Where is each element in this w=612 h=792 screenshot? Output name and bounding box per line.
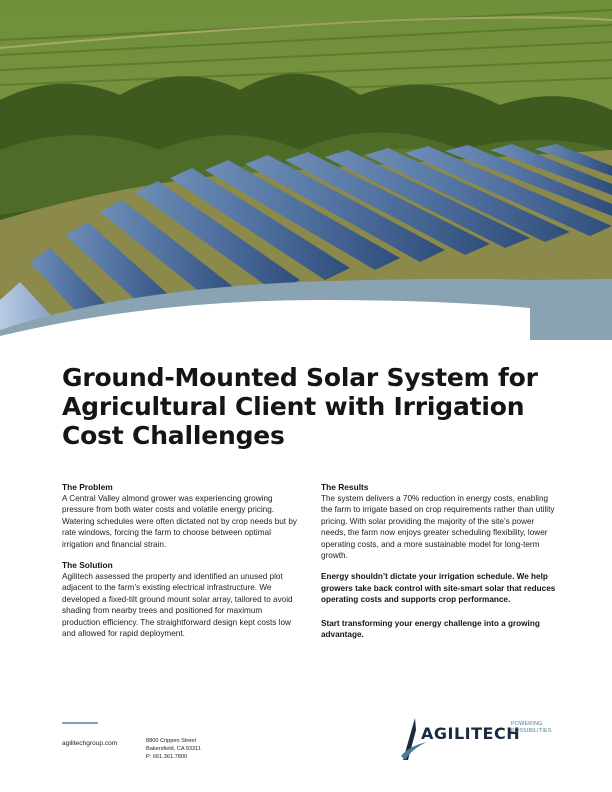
results-heading: The Results xyxy=(321,482,369,492)
hero-illustration xyxy=(0,0,612,340)
footer-rule xyxy=(62,722,98,724)
hero-photo-solar-field xyxy=(0,0,612,340)
solution-body: Agilitech assessed the property and identified an unused plot adjacent to the farm’s existing electrical infrastructure. We developed a fixed-tilt ground mount solar array, tailored to avoid shading from nearby trees and positioned for maximum production efficiency. The straightforward design kept costs low and allowed for rapid deployment. xyxy=(62,572,293,639)
footer-address xyxy=(146,737,201,761)
agilitech-logo xyxy=(399,716,559,762)
address-street: 8800 Crippen Street xyxy=(146,738,197,744)
logo-tagline-line1: POWERING xyxy=(511,721,543,727)
callout-irrigation: Energy shouldn’t dictate your irrigation schedule. We help growers take back control with site-smart solar that reduces operating costs and supports crop performance. xyxy=(321,572,556,605)
footer-website-link[interactable]: agilitechgroup.com xyxy=(62,740,118,747)
logo-wordmark: AGILITECH xyxy=(421,724,521,743)
results-body: The system delivers a 70% reduction in energy costs, enabling the farm to irrigate based on crop requirements rather than utility pricing. With solar providing the majority of the site’s power needs, the farm now enjoys greater scheduling flexibility, lower operating costs, and a more sustainable model for long-term growth. xyxy=(321,494,555,561)
logo-tagline-line2: POSSIBILITIES xyxy=(511,727,552,734)
solution-heading: The Solution xyxy=(62,560,113,571)
problem-body: A Central Valley almond grower was experiencing growing pressure from both water costs and volatile energy pricing. Watering schedules were often dictated not by crop needs but by rate windows, forcing the farm to choose between optimal irrigation and financial strain. xyxy=(62,494,297,549)
problem-heading: The Problem xyxy=(62,482,113,492)
address-phone: P: 661.361.7800 xyxy=(146,754,188,760)
left-column xyxy=(62,482,302,649)
address-city: Bakersfield, CA 93311 xyxy=(146,746,201,752)
right-column xyxy=(321,482,561,652)
page-title: Ground-Mounted Solar System for Agricultural Client with Irrigation Cost Challenges xyxy=(62,363,538,450)
logo-tagline xyxy=(511,721,552,734)
callout-cta: Start transforming your energy challenge into a growing advantage. xyxy=(321,618,540,640)
